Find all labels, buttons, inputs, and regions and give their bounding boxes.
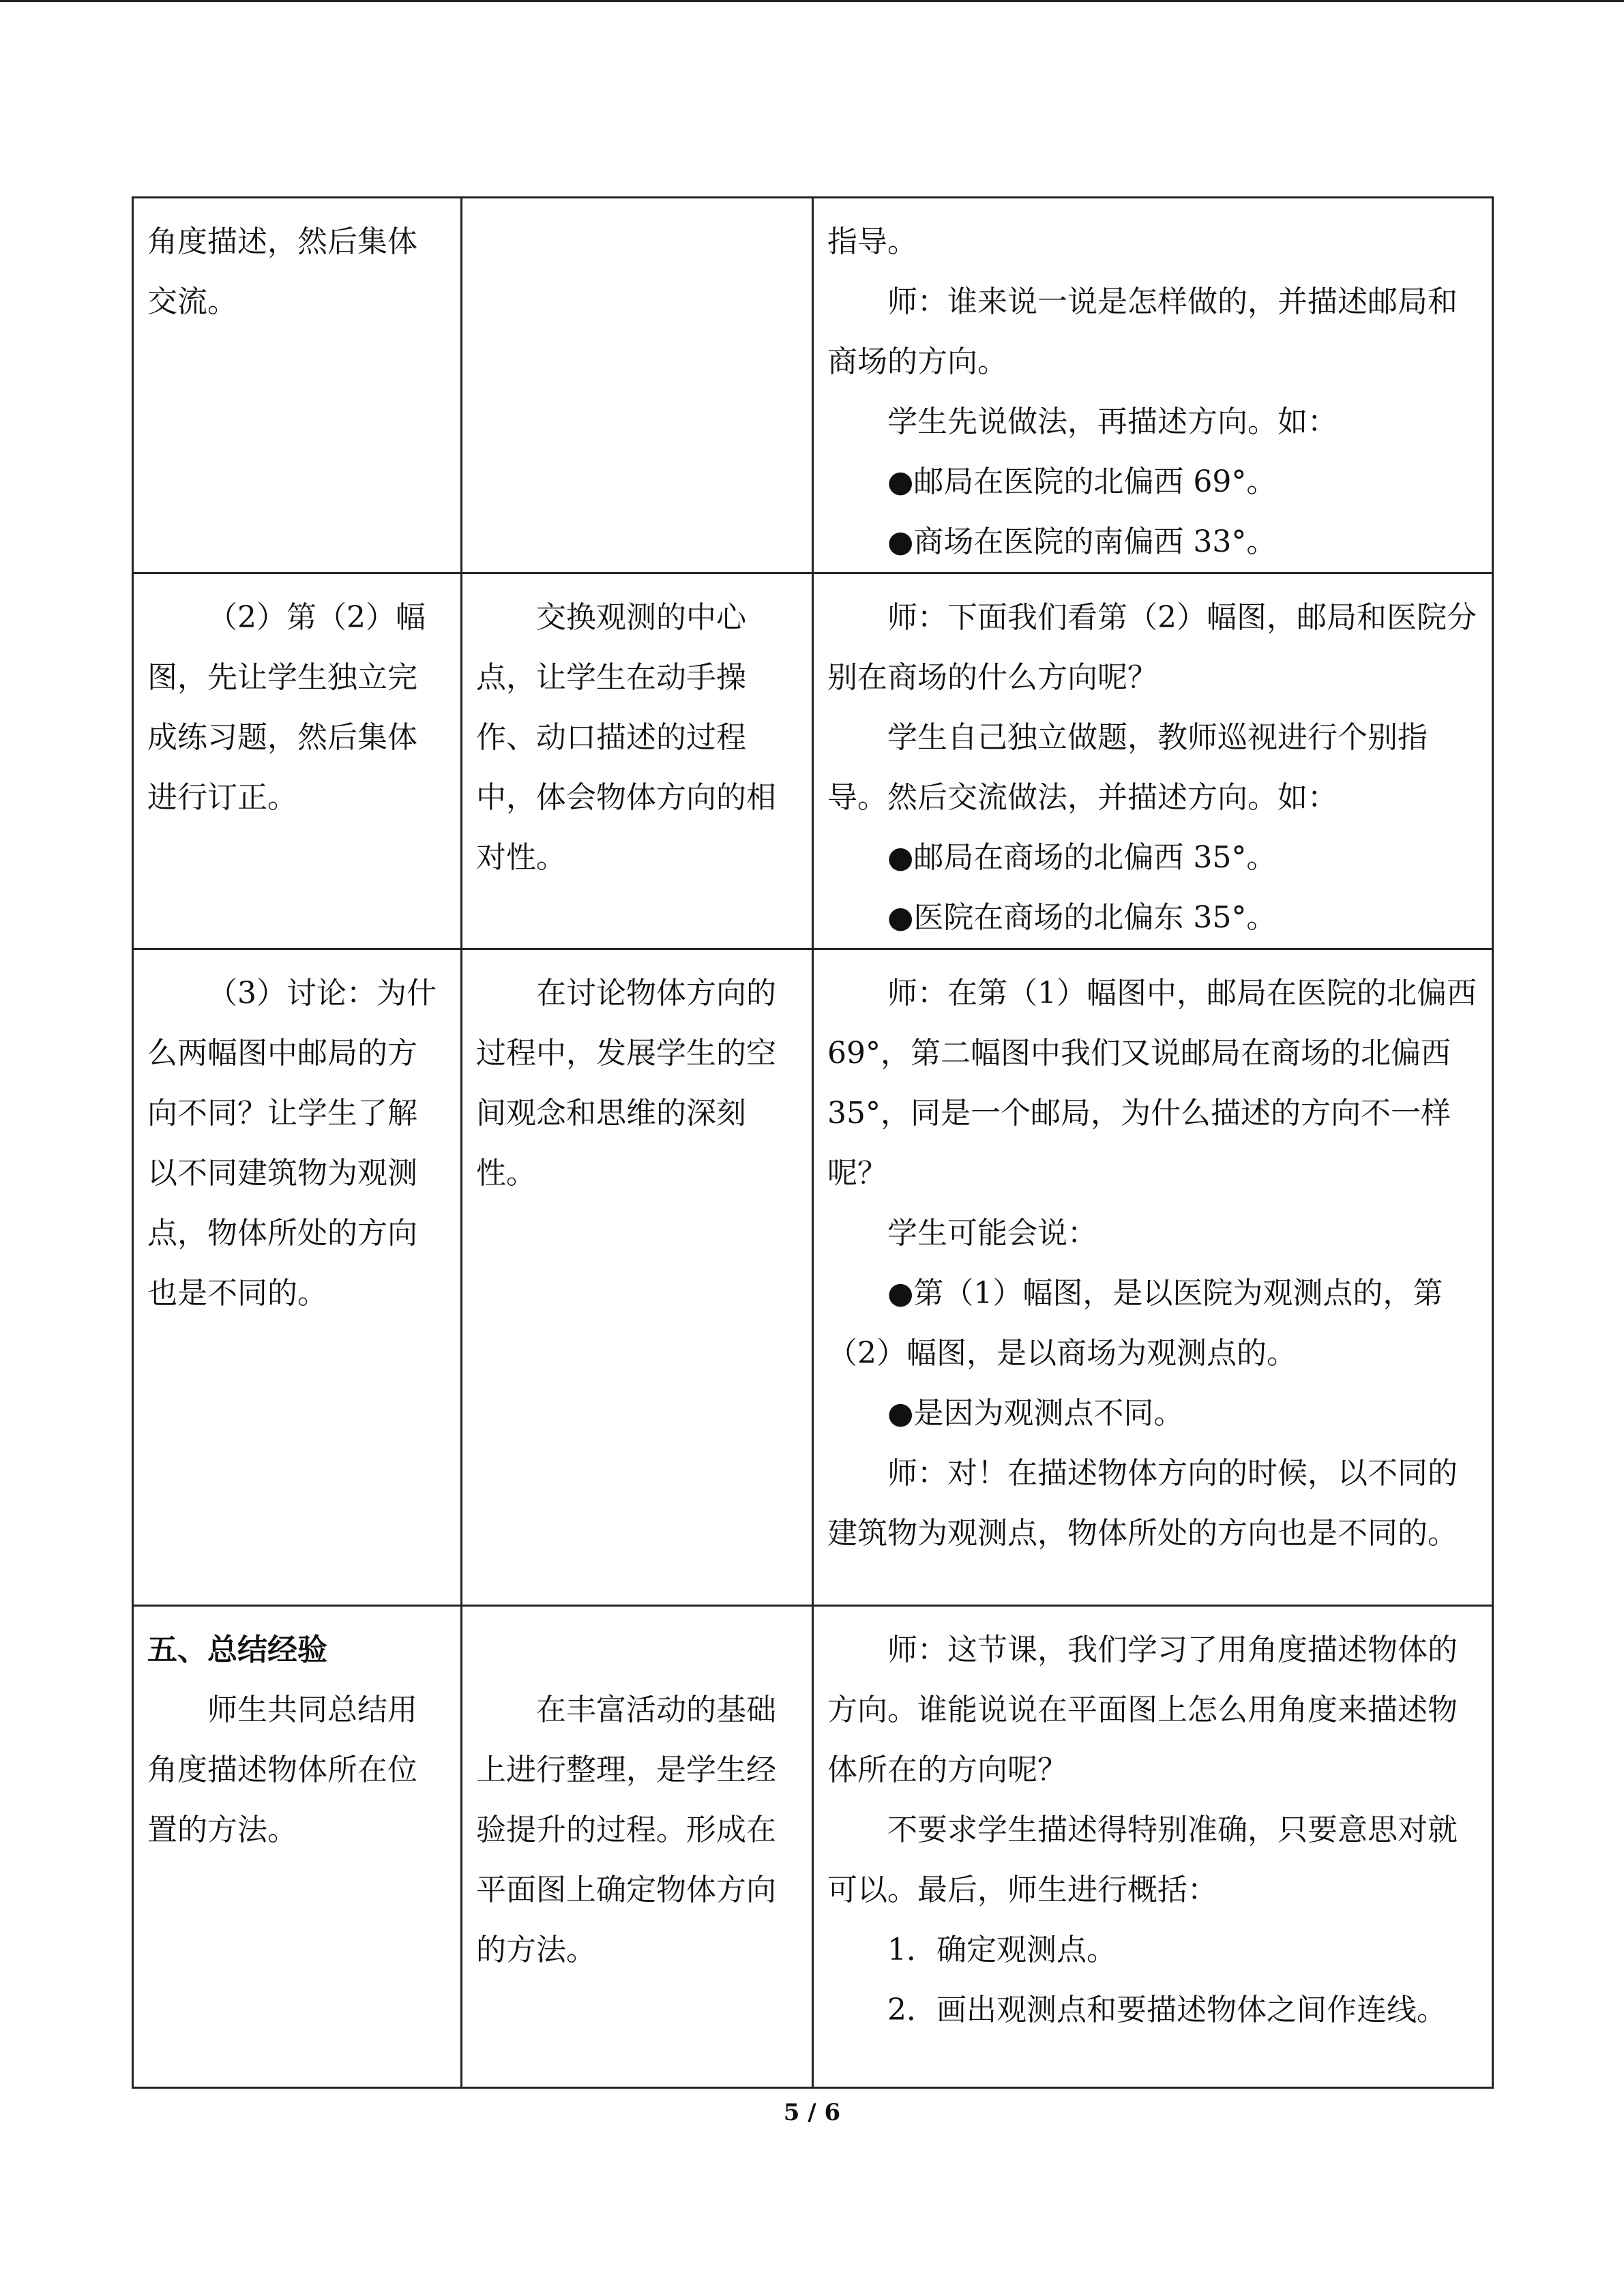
process-text: 师：这节课，我们学习了用角度描述物体的方向。谁能说说在平面图上怎么用角度来描述物体所在的方向呢？ [827,1632,1458,1787]
process-bullet: ●邮局在商场的北偏西 35°。 [887,840,1277,875]
intent-spacer [476,1620,798,1680]
intent-cell [462,949,813,1606]
process-bullet: ●是因为观测点不同。 [887,1396,1184,1431]
table-row [133,198,1493,573]
process-text: 师：谁来说一说是怎样做的，并描述邮局和商场的方向。 [827,284,1458,379]
activity-cell [133,573,462,949]
intent-cell [462,198,813,573]
process-bullet: ●邮局在医院的北偏西 69°。 [887,464,1277,499]
process-bullet: ●商场在医院的南偏西 33°。 [887,524,1277,559]
process-text: 指导。 [827,224,917,259]
activity-text: （2）第（2）幅图，先让学生独立完成练习题，然后集体进行订正。 [147,600,426,815]
process-text: 师：下面我们看第（2）幅图，邮局和医院分别在商场的什么方向呢？ [827,600,1477,695]
process-text: 不要求学生描述得特别准确，只要意思对就可以。最后，师生进行概括： [827,1813,1458,1907]
process-text: 师：对！在描述物体方向的时候，以不同的建筑物为观测点，物体所处的方向也是不同的。 [827,1456,1458,1551]
process-text: 学生先说做法，再描述方向。如： [887,404,1338,439]
intent-text: 交换观测的中心点，让学生在动手操作、动口描述的过程中，体会物体方向的相对性。 [476,600,776,875]
table-row [133,949,1493,1606]
process-bullet: ●第（1）幅图，是以医院为观测点的，第（2）幅图，是以商场为观测点的。 [827,1276,1443,1371]
intent-text: 在丰富活动的基础上进行整理，是学生经验提升的过程。形成在平面图上确定物体方向的方法。 [476,1693,776,1967]
activity-text: 角度描述，然后集体交流。 [147,224,417,319]
process-step: 1．确定观测点。 [887,1933,1117,1967]
intent-text: 在讨论物体方向的过程中，发展学生的空间观念和思维的深刻性。 [476,976,776,1191]
process-text: 学生自己独立做题，教师巡视进行个别指导。然后交流做法，并描述方向。如： [827,720,1428,815]
process-cell [813,573,1493,949]
table-row [133,573,1493,949]
activity-cell [133,198,462,573]
activity-text: 师生共同总结用角度描述物体所在位置的方法。 [147,1693,417,1847]
page-number: 5 / 6 [783,2099,841,2126]
process-step: 2．画出观测点和要描述物体之间作连线。 [887,1993,1447,2027]
lesson-plan-table [132,196,1494,2089]
process-text: 学生可能会说： [887,1216,1097,1251]
activity-cell [133,1606,462,2088]
section-heading: 五、总结经验 [147,1632,327,1667]
process-cell [813,949,1493,1606]
intent-cell [462,573,813,949]
process-bullet: ●医院在商场的北偏东 35°。 [887,900,1277,935]
process-cell [813,198,1493,573]
intent-cell [462,1606,813,2088]
activity-cell [133,949,462,1606]
page-top-rule [0,0,1624,2]
activity-text: （3）讨论：为什么两幅图中邮局的方向不同？让学生了解以不同建筑物为观测点，物体所处的方向也是不同的。 [147,976,437,1311]
process-cell [813,1606,1493,2088]
table-row [133,1606,1493,2088]
process-text: 师：在第（1）幅图中，邮局在医院的北偏西 69°，第二幅图中我们又说邮局在商场的北偏西 35°，同是一个邮局，为什么描述的方向不一样呢？ [827,976,1477,1191]
